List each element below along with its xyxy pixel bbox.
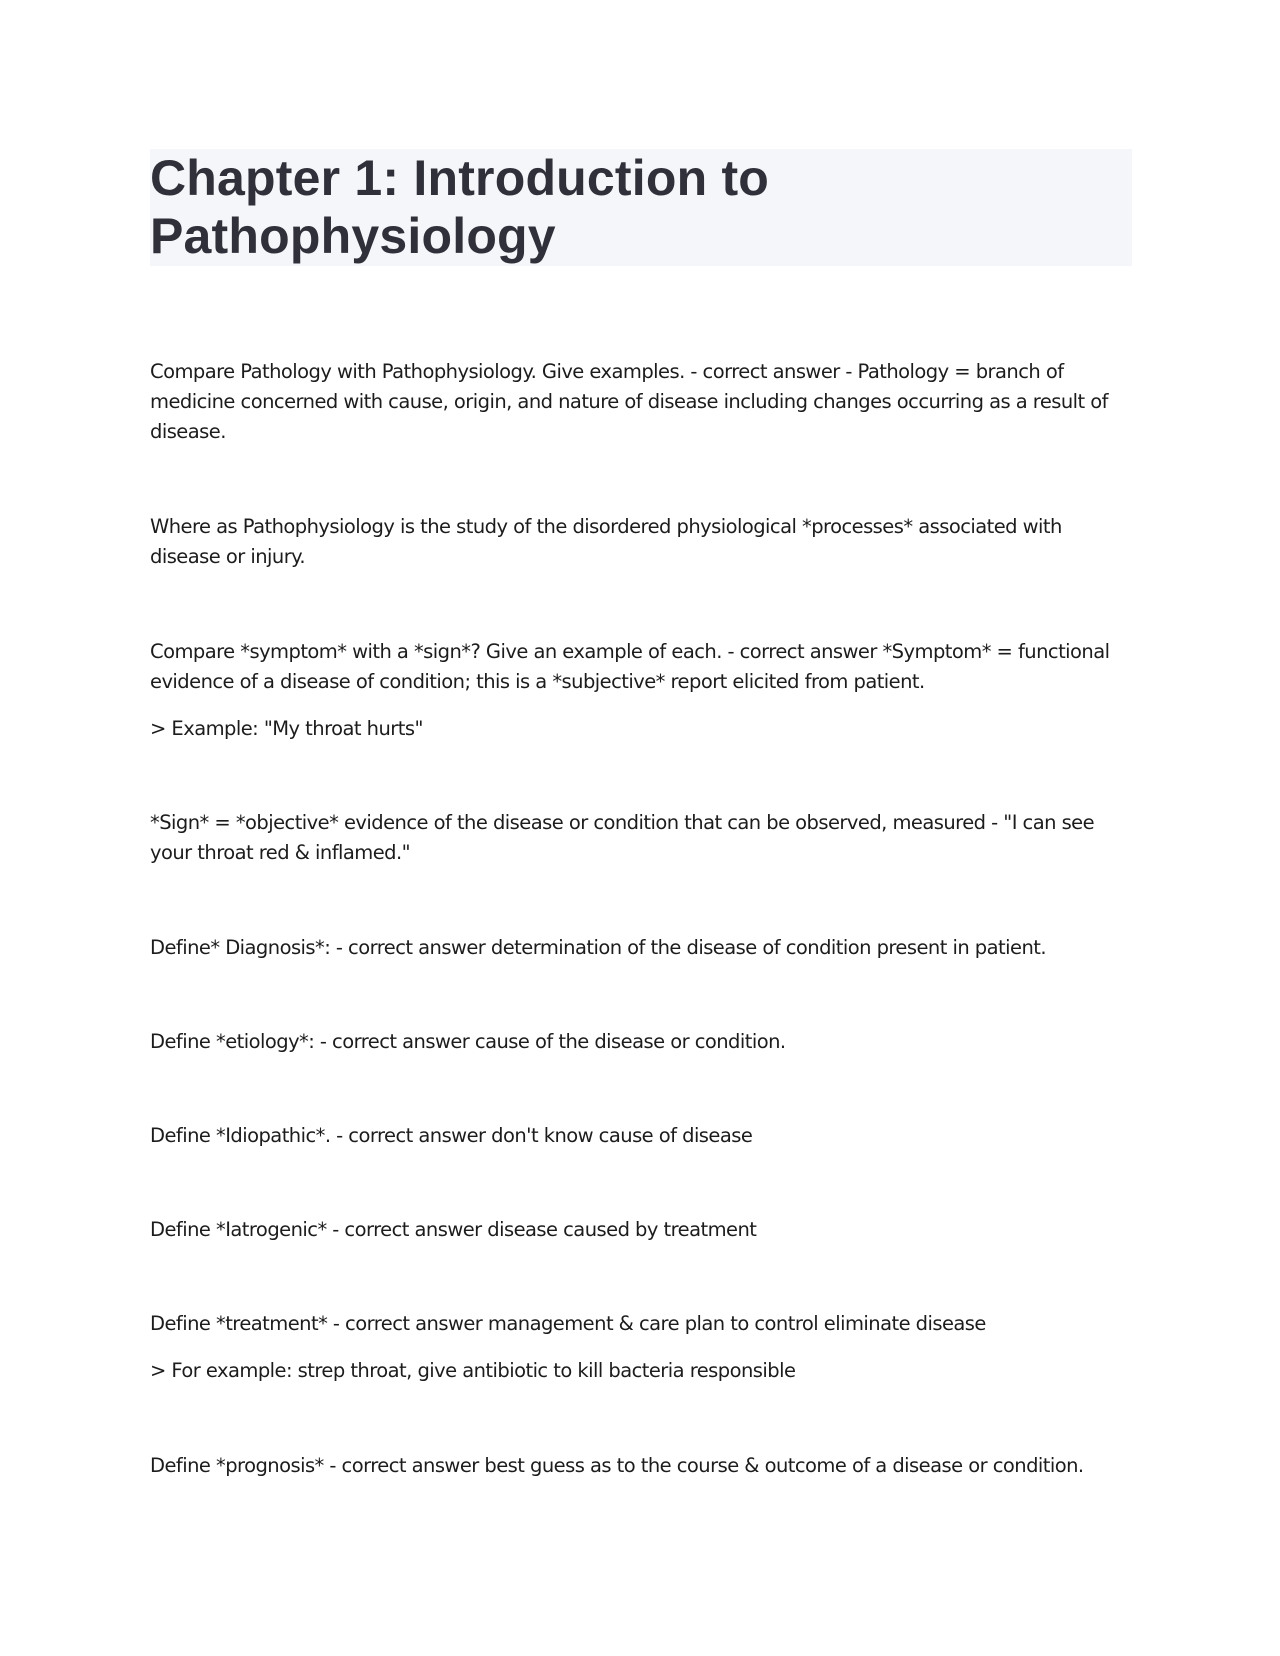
paragraph-iatrogenic: Define *Iatrogenic* - correct answer disease caused by treatment (150, 1218, 757, 1241)
paragraph-pathophysiology: Where as Pathophysiology is the study of the disordered physiological *processes* associated with disease or injury. (150, 515, 1062, 568)
paragraph-treatment-example: > For example: strep throat, give antibiotic to kill bacteria responsible (150, 1359, 796, 1382)
paragraph-idiopathic: Define *Idiopathic*. - correct answer don't know cause of disease (150, 1124, 753, 1147)
paragraph-treatment: Define *treatment* - correct answer management & care plan to control eliminate disease (150, 1312, 986, 1335)
title-block (150, 149, 1132, 266)
paragraph-symptom-sign: Compare *symptom* with a *sign*? Give an example of each. - correct answer *Symptom* = functional evidence of a disease of condition; this is a *subjective* report elicited from patient. (150, 640, 1110, 693)
paragraph-pathology-compare: Compare Pathology with Pathophysiology. Give examples. - correct answer - Pathology = branch of medicine concerned with cause, origin, and nature of disease including changes occurring as a result of disease. (150, 360, 1108, 443)
paragraph-prognosis: Define *prognosis* - correct answer best guess as to the course & outcome of a disease or condition. (150, 1454, 1084, 1477)
paragraph-diagnosis: Define* Diagnosis*: - correct answer determination of the disease of condition present in patient. (150, 936, 1047, 959)
paragraph-etiology: Define *etiology*: - correct answer cause of the disease or condition. (150, 1030, 786, 1053)
page-title: Chapter 1: Introduction to Pathophysiology (150, 150, 770, 264)
paragraph-sign: *Sign* = *objective* evidence of the disease or condition that can be observed, measured - "I can see your throat red & inflamed." (150, 811, 1095, 864)
paragraph-symptom-example: > Example: "My throat hurts" (150, 717, 423, 740)
